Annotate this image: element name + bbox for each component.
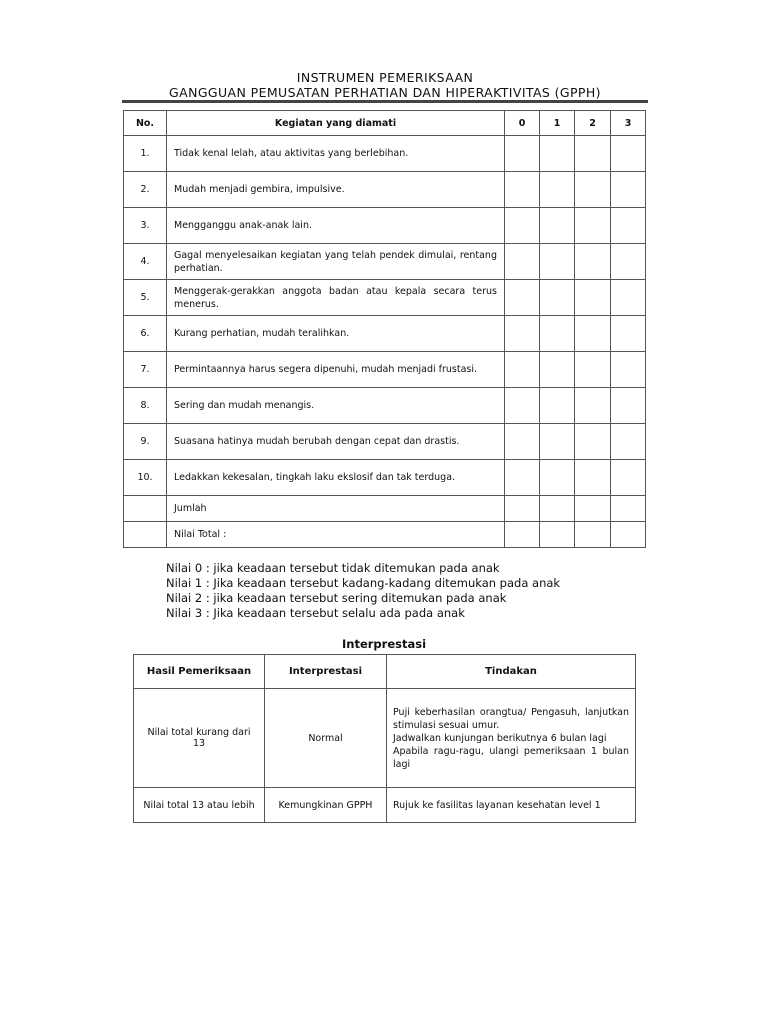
- row-number: 2.: [124, 172, 167, 208]
- legend-item: Nilai 3 : Jika keadaan tersebut selalu ada pada anak: [166, 606, 465, 620]
- checklist-table: [123, 110, 646, 548]
- table-row: [124, 424, 646, 460]
- checklist-header-row: [124, 111, 646, 136]
- score-1-cell[interactable]: [540, 136, 575, 172]
- legend-item: Nilai 2 : jika keadaan tersebut sering ditemukan pada anak: [166, 591, 507, 605]
- row-activity: Mengganggu anak-anak lain.: [167, 208, 505, 244]
- score-2-cell[interactable]: [575, 352, 611, 388]
- score-3-cell[interactable]: [611, 208, 646, 244]
- score-2-cell[interactable]: [575, 316, 611, 352]
- score-1-cell[interactable]: [540, 280, 575, 316]
- action-cell: [387, 788, 636, 823]
- header-interpretation: Interprestasi: [265, 655, 387, 689]
- row-number: 10.: [124, 460, 167, 496]
- interpretation-cell: Kemungkinan GPPH: [265, 788, 387, 823]
- table-row: [134, 689, 636, 788]
- row-activity: Kurang perhatian, mudah teralihkan.: [167, 316, 505, 352]
- jumlah-score-1[interactable]: [540, 496, 575, 522]
- nilai-total-row: [124, 522, 646, 548]
- score-1-cell[interactable]: [540, 352, 575, 388]
- table-row: [124, 280, 646, 316]
- score-0-cell[interactable]: [505, 280, 540, 316]
- row-number: 6.: [124, 316, 167, 352]
- row-activity: Tidak kenal lelah, atau aktivitas yang berlebihan.: [167, 136, 505, 172]
- score-3-cell[interactable]: [611, 172, 646, 208]
- row-number: 4.: [124, 244, 167, 280]
- score-legend: [166, 561, 560, 621]
- nilai-total-no-cell: [124, 522, 167, 548]
- jumlah-score-3[interactable]: [611, 496, 646, 522]
- action-cell: [387, 689, 636, 788]
- interpretation-header-row: [134, 655, 636, 689]
- score-0-cell[interactable]: [505, 244, 540, 280]
- row-number: 3.: [124, 208, 167, 244]
- score-0-cell[interactable]: [505, 172, 540, 208]
- score-3-cell[interactable]: [611, 460, 646, 496]
- header-result: Hasil Pemeriksaan: [134, 655, 265, 689]
- nilai-total-score-2[interactable]: [575, 522, 611, 548]
- table-row: [124, 460, 646, 496]
- row-number: 5.: [124, 280, 167, 316]
- header-no: No.: [124, 111, 167, 136]
- action-line: Rujuk ke fasilitas layanan kesehatan level 1: [393, 799, 601, 811]
- table-row: [124, 244, 646, 280]
- action-line: Apabila ragu-ragu, ulangi pemeriksaan 1 bulan lagi: [393, 745, 629, 770]
- score-2-cell[interactable]: [575, 244, 611, 280]
- score-2-cell[interactable]: [575, 388, 611, 424]
- score-1-cell[interactable]: [540, 172, 575, 208]
- row-activity: Suasana hatinya mudah berubah dengan cepat dan drastis.: [167, 424, 505, 460]
- result-cell: Nilai total 13 atau lebih: [134, 788, 265, 823]
- interpretation-cell: Normal: [265, 689, 387, 788]
- row-activity: Gagal menyelesaikan kegiatan yang telah pendek dimulai, rentang perhatian.: [167, 244, 505, 280]
- header-score-1: 1: [540, 111, 575, 136]
- table-row: [134, 788, 636, 823]
- score-3-cell[interactable]: [611, 244, 646, 280]
- table-row: [124, 316, 646, 352]
- row-number: 9.: [124, 424, 167, 460]
- score-1-cell[interactable]: [540, 460, 575, 496]
- score-2-cell[interactable]: [575, 208, 611, 244]
- nilai-total-score-3[interactable]: [611, 522, 646, 548]
- header-score-3: 3: [611, 111, 646, 136]
- jumlah-score-0[interactable]: [505, 496, 540, 522]
- score-3-cell[interactable]: [611, 388, 646, 424]
- score-1-cell[interactable]: [540, 208, 575, 244]
- jumlah-label: Jumlah: [167, 496, 505, 522]
- score-2-cell[interactable]: [575, 136, 611, 172]
- score-3-cell[interactable]: [611, 136, 646, 172]
- score-2-cell[interactable]: [575, 280, 611, 316]
- header-score-0: 0: [505, 111, 540, 136]
- score-0-cell[interactable]: [505, 208, 540, 244]
- document-title: [120, 70, 650, 100]
- row-activity: Menggerak-gerakkan anggota badan atau kepala secara terus menerus.: [167, 280, 505, 316]
- score-0-cell[interactable]: [505, 316, 540, 352]
- score-0-cell[interactable]: [505, 136, 540, 172]
- jumlah-no-cell: [124, 496, 167, 522]
- score-2-cell[interactable]: [575, 460, 611, 496]
- score-2-cell[interactable]: [575, 424, 611, 460]
- header-score-2: 2: [575, 111, 611, 136]
- header-activity: Kegiatan yang diamati: [167, 111, 505, 136]
- title-line-2: GANGGUAN PEMUSATAN PERHATIAN DAN HIPERAKTIVITAS (GPPH): [169, 85, 601, 100]
- row-activity: Permintaannya harus segera dipenuhi, mudah menjadi frustasi.: [167, 352, 505, 388]
- table-row: [124, 352, 646, 388]
- interpretation-table: [133, 654, 636, 823]
- score-0-cell[interactable]: [505, 424, 540, 460]
- score-1-cell[interactable]: [540, 244, 575, 280]
- score-3-cell[interactable]: [611, 352, 646, 388]
- nilai-total-label: Nilai Total :: [167, 522, 505, 548]
- table-row: [124, 388, 646, 424]
- score-1-cell[interactable]: [540, 316, 575, 352]
- score-1-cell[interactable]: [540, 424, 575, 460]
- score-3-cell[interactable]: [611, 280, 646, 316]
- nilai-total-score-1[interactable]: [540, 522, 575, 548]
- jumlah-score-2[interactable]: [575, 496, 611, 522]
- score-0-cell[interactable]: [505, 460, 540, 496]
- table-row: [124, 136, 646, 172]
- nilai-total-score-0[interactable]: [505, 522, 540, 548]
- jumlah-row: [124, 496, 646, 522]
- row-number: 1.: [124, 136, 167, 172]
- result-cell: Nilai total kurang dari 13: [134, 689, 265, 788]
- table-row: [124, 172, 646, 208]
- header-action: Tindakan: [387, 655, 636, 689]
- interpretation-title: Interprestasi: [341, 637, 427, 651]
- row-activity: Mudah menjadi gembira, impulsive.: [167, 172, 505, 208]
- action-line: Jadwalkan kunjungan berikutnya 6 bulan lagi: [393, 732, 607, 744]
- score-3-cell[interactable]: [611, 316, 646, 352]
- row-number: 7.: [124, 352, 167, 388]
- score-1-cell[interactable]: [540, 388, 575, 424]
- score-0-cell[interactable]: [505, 352, 540, 388]
- row-number: 8.: [124, 388, 167, 424]
- score-3-cell[interactable]: [611, 424, 646, 460]
- title-underline: [122, 100, 648, 103]
- legend-item: Nilai 1 : Jika keadaan tersebut kadang-kadang ditemukan pada anak: [166, 576, 561, 590]
- action-line: Puji keberhasilan orangtua/ Pengasuh, lanjutkan stimulasi sesuai umur.: [393, 706, 629, 731]
- score-0-cell[interactable]: [505, 388, 540, 424]
- title-line-1: INSTRUMEN PEMERIKSAAN: [296, 70, 474, 85]
- table-row: [124, 208, 646, 244]
- score-2-cell[interactable]: [575, 172, 611, 208]
- row-activity: Ledakkan kekesalan, tingkah laku ekslosif dan tak terduga.: [167, 460, 505, 496]
- row-activity: Sering dan mudah menangis.: [167, 388, 505, 424]
- legend-item: Nilai 0 : jika keadaan tersebut tidak ditemukan pada anak: [166, 561, 500, 575]
